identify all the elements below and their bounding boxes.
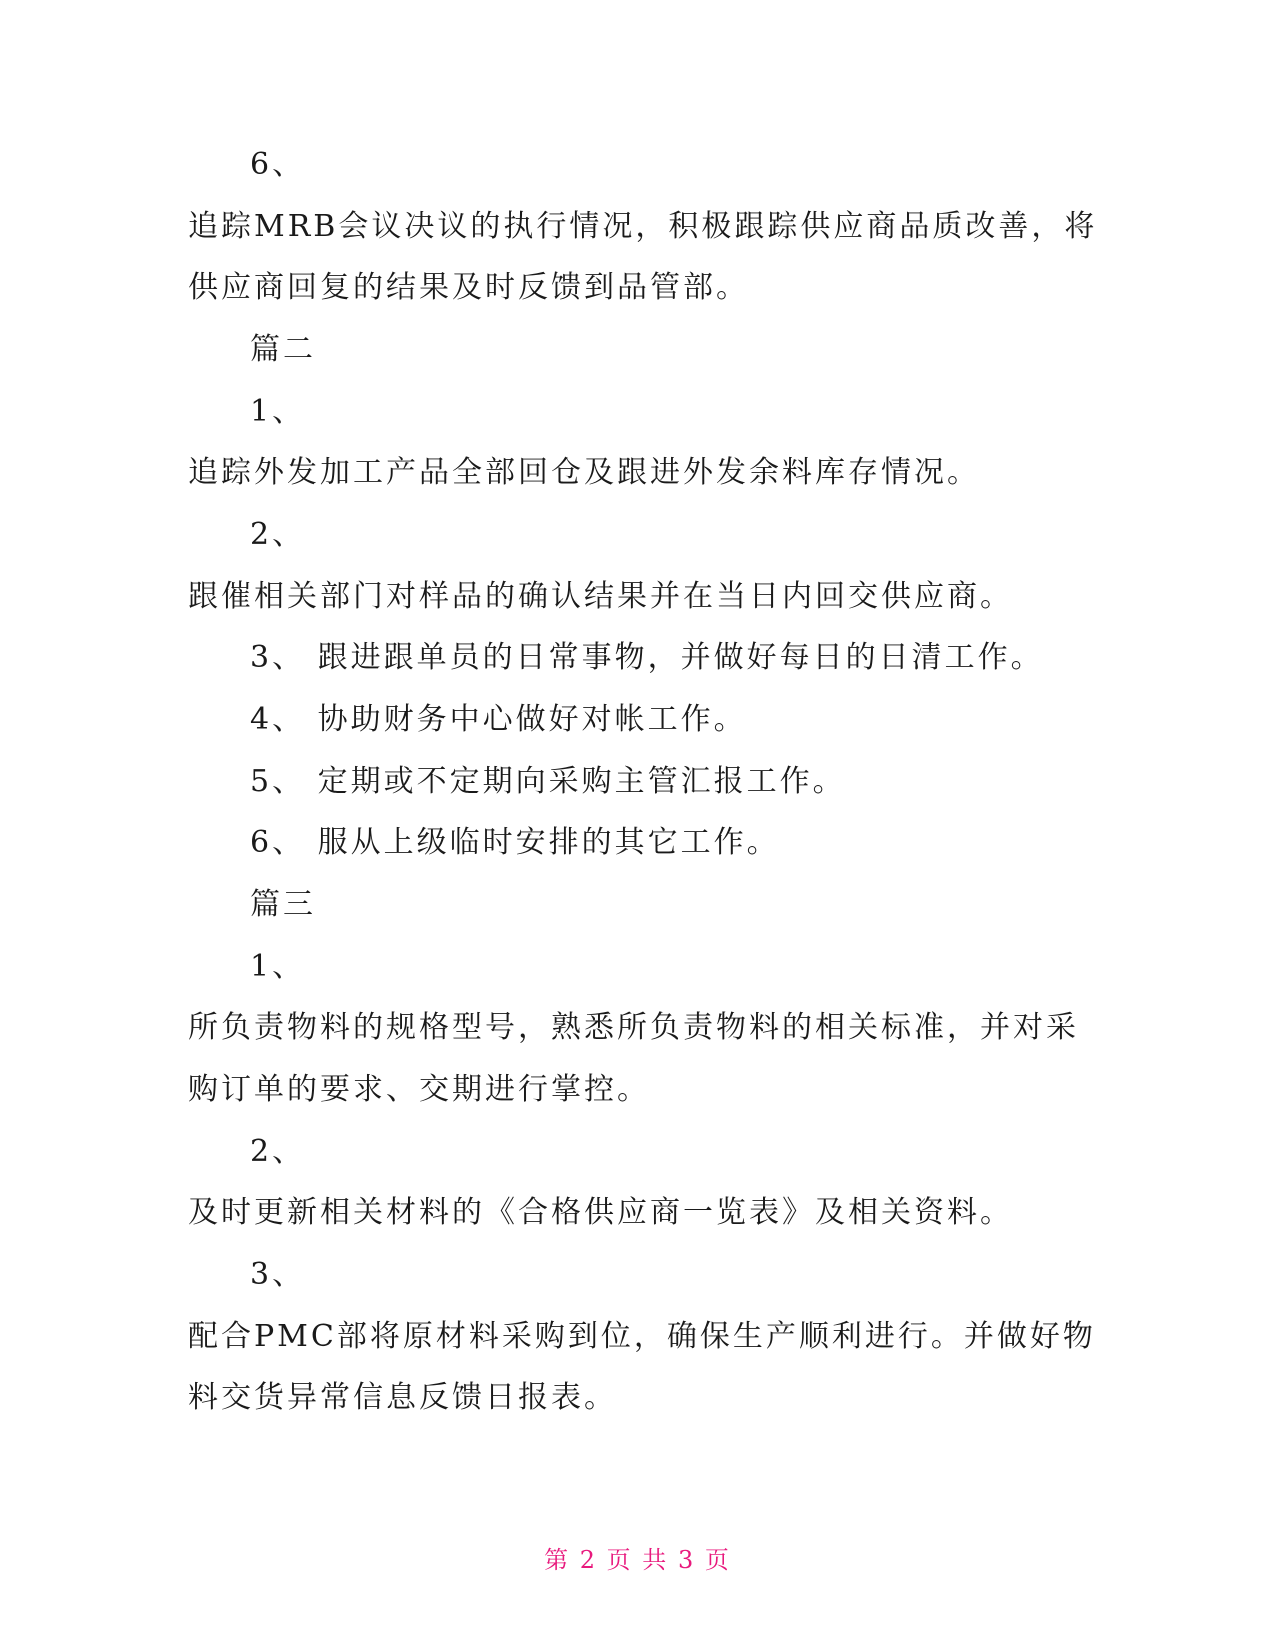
item-number: 2、 bbox=[250, 517, 306, 552]
paragraph-line: 供应商回复的结果及时反馈到品管部。 bbox=[188, 270, 749, 305]
item-number: 1、 bbox=[250, 949, 306, 984]
item-number: 1、 bbox=[250, 394, 306, 429]
paragraph-line: 追踪外发加工产品全部回仓及跟进外发余料库存情况。 bbox=[188, 455, 980, 490]
section-heading: 篇三 bbox=[250, 887, 316, 922]
paragraph-line: 所负责物料的规格型号，熟悉所负责物料的相关标准，并对采 bbox=[188, 1010, 1079, 1045]
paragraph-line: 追踪MRB会议决议的执行情况，积极跟踪供应商品质改善，将 bbox=[188, 209, 1098, 244]
list-item: 4、 协助财务中心做好对帐工作。 bbox=[250, 702, 747, 737]
item-number: 3、 bbox=[250, 1257, 306, 1292]
item-number: 6、 bbox=[250, 147, 306, 182]
page-number-footer: 第 2 页 共 3 页 bbox=[544, 1546, 731, 1574]
section-heading: 篇二 bbox=[250, 332, 316, 367]
list-item: 6、 服从上级临时安排的其它工作。 bbox=[250, 825, 780, 860]
item-number: 2、 bbox=[250, 1134, 306, 1169]
paragraph-line: 购订单的要求、交期进行掌控。 bbox=[188, 1072, 650, 1107]
paragraph-line: 料交货异常信息反馈日报表。 bbox=[188, 1380, 617, 1415]
list-item: 3、 跟进跟单员的日常事物，并做好每日的日清工作。 bbox=[250, 640, 1044, 675]
paragraph-line: 配合PMC部将原材料采购到位，确保生产顺利进行。并做好物 bbox=[188, 1319, 1096, 1354]
list-item: 5、 定期或不定期向采购主管汇报工作。 bbox=[250, 764, 846, 799]
paragraph-line: 及时更新相关材料的《合格供应商一览表》及相关资料。 bbox=[188, 1195, 1013, 1230]
paragraph-line: 跟催相关部门对样品的确认结果并在当日内回交供应商。 bbox=[188, 579, 1013, 614]
